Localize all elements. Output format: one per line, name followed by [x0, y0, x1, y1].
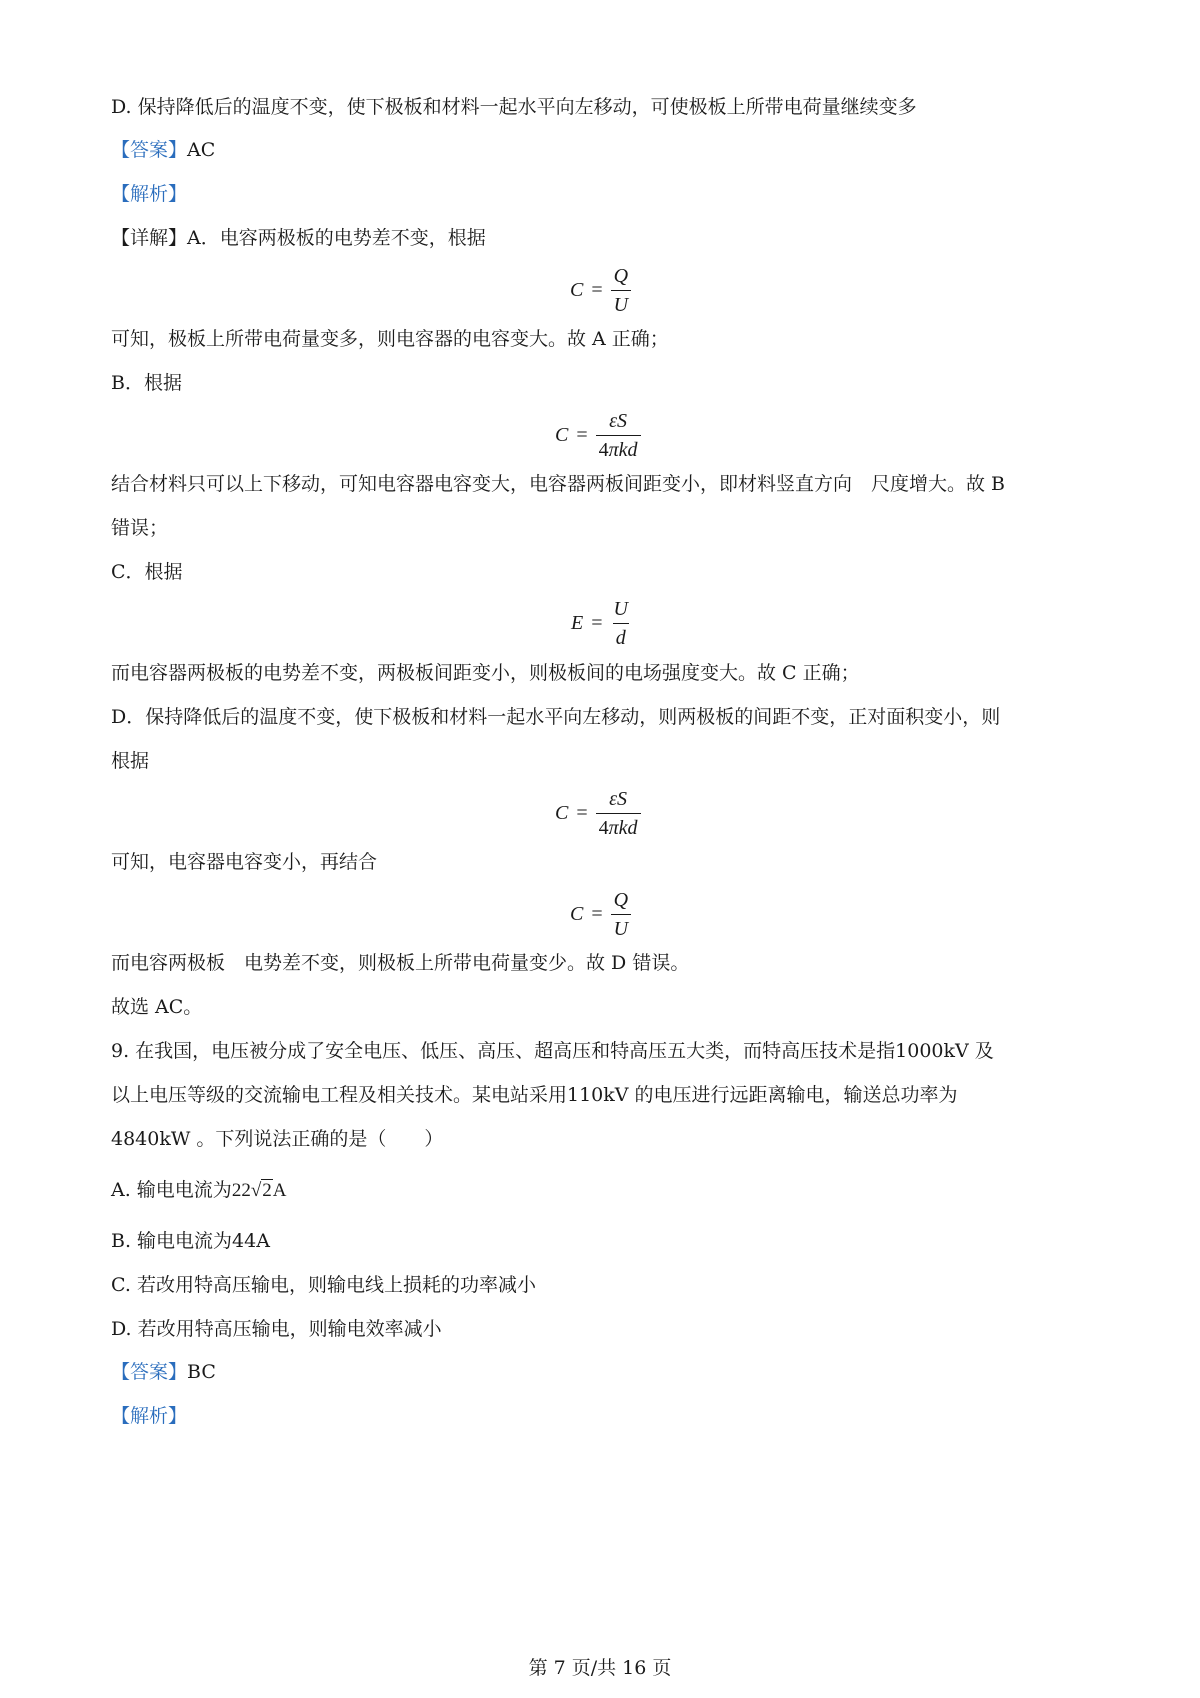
answer-2-value: BC — [187, 1361, 216, 1383]
answer-2-label: 【答案】 — [111, 1361, 188, 1383]
analysis-2-label: 【解析】 — [111, 1405, 188, 1427]
option-d-previous: D. 保持降低后的温度不变，使下极板和材料一起水平向左移动，可使极板上所带电荷量继续变多 — [111, 96, 917, 118]
text-b-reasoning: 结合材料只可以上下移动，可知电容器电容变大，电容器两板间距变小，即材料竖直方向 尺度增大。故 B — [111, 473, 1006, 495]
question-9-option-a: A. 输电电流为22√2A — [111, 1177, 286, 1204]
answer-1 — [111, 137, 215, 163]
question-9-line-2: 以上电压等级的交流输电工程及相关技术。某电站采用110kV 的电压进行远距离输电，输送总功率为 — [111, 1084, 958, 1106]
answer-2 — [111, 1359, 216, 1385]
text-d-conclusion: 而电容两极板 电势差不变，则极板上所带电荷量变少。故 D 错误。 — [111, 952, 690, 974]
analysis-1-label: 【解析】 — [111, 183, 188, 205]
text-b-conclusion: 错误； — [111, 517, 169, 539]
text-d-combine: 可知，电容器电容变小，再结合 — [111, 851, 378, 873]
answer-1-value: AC — [187, 139, 216, 161]
equation-capacitance-q-u-2: C = $\frac{Q}{U}$ — [570, 889, 631, 940]
equation-capacitance-q-u: C = $\frac{Q}{U}$ — [570, 265, 631, 316]
text-a-conclusion: 可知，极板上所带电荷量变多，则电容器的电容变大。故 A 正确； — [111, 328, 669, 350]
answer-1-label: 【答案】 — [111, 139, 188, 161]
question-9-option-b: B. 输电电流为44A — [111, 1230, 270, 1252]
equation-capacitance-plate-2: C = $\frac{\varepsilon S}{\text{4πkd}}$ — [555, 788, 641, 839]
question-9-option-c: C. 若改用特高压输电，则输电线上损耗的功率减小 — [111, 1274, 536, 1296]
equation-field-strength: E = $\frac{U}{d}$ — [571, 598, 628, 649]
text-selection: 故选 AC。 — [111, 996, 203, 1018]
text-d-intro: D．保持降低后的温度不变，使下极板和材料一起水平向左移动，则两极板的间距不变，正对面积变小，则 — [111, 706, 1001, 728]
detail-a-text: 【详解】A．电容两极板的电势差不变，根据 — [111, 227, 486, 249]
equation-capacitance-plate: C = $\frac{\varepsilon S}{\text{4πkd}}$ — [555, 410, 641, 461]
question-9-line-3: 4840kW 。下列说法正确的是（ ） — [111, 1128, 444, 1150]
text-d-according: 根据 — [111, 750, 150, 772]
text-c-intro: C．根据 — [111, 561, 183, 583]
page-footer: 第 7 页/共 16 页 — [528, 1657, 672, 1679]
question-9-option-d: D. 若改用特高压输电，则输电效率减小 — [111, 1318, 442, 1340]
text-c-conclusion: 而电容器两极板的电势差不变，两极板间距变小，则极板间的电场强度变大。故 C 正确； — [111, 662, 860, 684]
text-b-intro: B．根据 — [111, 372, 182, 394]
sqrt-expression: 22√2A — [231, 1180, 287, 1201]
question-9-line-1: 9. 在我国，电压被分成了安全电压、低压、高压、超高压和特高压五大类，而特高压技术是指1000kV 及 — [111, 1040, 994, 1062]
